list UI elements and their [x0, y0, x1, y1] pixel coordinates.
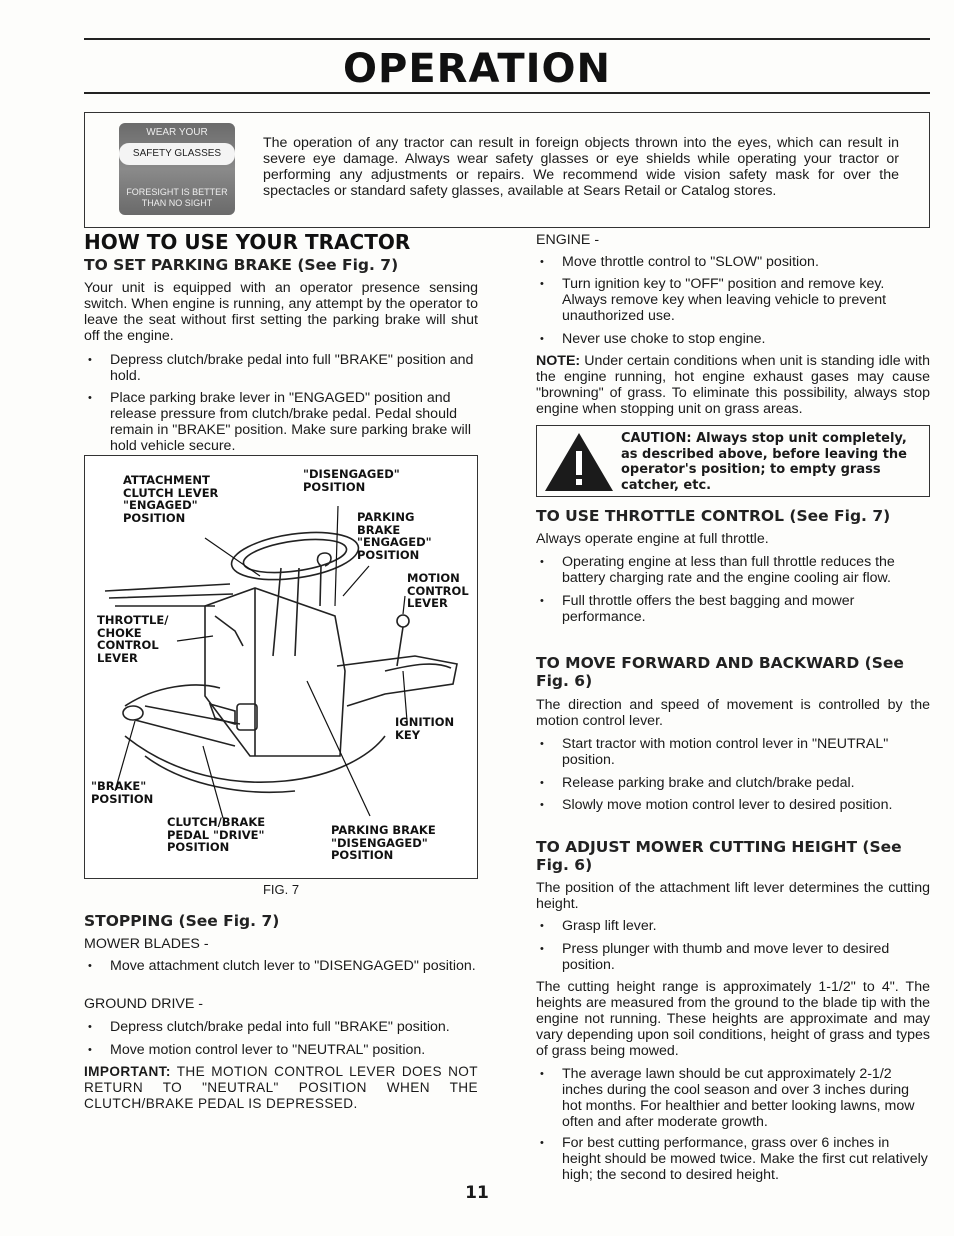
- section-title-how-to-use: HOW TO USE YOUR TRACTOR: [84, 230, 411, 254]
- mower-bullet-1: • Grasp lift lever.: [536, 918, 930, 934]
- important-text: THE MOTION CONTROL LEVER DOES NOT RETURN TO "NEUTRAL" POSITION WHEN THE CLUTCH/BRAKE PEDAL IS DEPRESSED.: [84, 1064, 478, 1111]
- label-ignition-key: IGNITION KEY: [395, 715, 455, 742]
- note-paragraph: [536, 353, 930, 417]
- move-bullet-2: • Release parking brake and clutch/brake pedal.: [536, 775, 930, 791]
- header-rule-top: [84, 38, 930, 40]
- heading-parking-brake: TO SET PARKING BRAKE (See Fig. 7): [84, 256, 399, 274]
- mower-intro: The position of the attachment lift lever determines the cutting height.: [536, 880, 930, 912]
- mower-height-paragraph: The cutting height range is approximately 1-1/2" to 4". The heights are measured from the ground to the blade tip with the engine not running. These heights are approximate and may vary depending upon soil conditions, height of grass and types of grass being mowed.: [536, 979, 930, 1059]
- heading-mower-height: TO ADJUST MOWER CUTTING HEIGHT (See Fig. 6): [536, 838, 902, 874]
- ground-drive-heading: GROUND DRIVE -: [84, 996, 204, 1012]
- label-brake-position: "BRAKE" POSITION: [91, 779, 154, 806]
- label-clutch-brake-drive: CLUTCH/BRAKE PEDAL "DRIVE" POSITION: [167, 815, 266, 854]
- engine-heading: ENGINE -: [536, 232, 600, 248]
- engine-bullet-2: • Turn ignition key to "OFF" position and remove key. Always remove key when leaving vehicle to prevent unauthorized use.: [536, 276, 930, 324]
- stopping-mower-bullet: • Move attachment clutch lever to "DISENGAGED" position.: [84, 958, 478, 974]
- warning-triangle-icon: [543, 431, 615, 493]
- stopping-ground-bullet-2: • Move motion control lever to "NEUTRAL" position.: [84, 1042, 478, 1058]
- mower-blades-heading: MOWER BLADES -: [84, 936, 209, 952]
- page-title: OPERATION: [343, 46, 611, 92]
- note-label: NOTE:: [536, 353, 581, 369]
- mower-bullet-2: • Press plunger with thumb and move lever to desired position.: [536, 941, 930, 973]
- parking-bullet-2: • Place parking brake lever in "ENGAGED" position and release pressure from clutch/brake pedal. Pedal should remain in "BRAKE" position. Make sure parking brake will hold vehicle secure.: [84, 390, 478, 454]
- label-disengaged-position: "DISENGAGED" POSITION: [303, 467, 400, 494]
- safety-image-bottom-text: FORESIGHT IS BETTER THAN NO SIGHT: [126, 187, 228, 208]
- engine-bullet-3: • Never use choke to stop engine.: [536, 331, 930, 347]
- safety-glasses-image: [119, 123, 235, 215]
- important-note: [84, 1064, 478, 1112]
- label-attachment-clutch: ATTACHMENT CLUTCH LEVER "ENGAGED" POSITION: [123, 473, 219, 525]
- figure-7-diagram: [84, 455, 478, 879]
- caution-box: [536, 425, 930, 497]
- stopping-ground-bullet-1: • Depress clutch/brake pedal into full "BRAKE" position.: [84, 1019, 478, 1035]
- heading-stopping: STOPPING (See Fig. 7): [84, 912, 280, 930]
- move-bullet-1: • Start tractor with motion control lever in "NEUTRAL" position.: [536, 736, 930, 768]
- parking-intro: Your unit is equipped with an operator presence sensing switch. When engine is running, any attempt by the operator to leave the seat without first setting the parking brake will shut off the engine.: [84, 280, 478, 344]
- safety-warning-text: The operation of any tractor can result in foreign objects thrown into the eyes, which can result in severe eye damage. Always wear safety glasses or eye shields while operating your tractor or performing any adjustments or repairs. We recommend wide vision safety mask for over the spectacles or standard safety glasses, available at Sears Retail or Catalog stores.: [263, 135, 899, 199]
- header-rule-bottom: [84, 92, 930, 94]
- label-parking-brake-disengaged: PARKING BRAKE "DISENGAGED" POSITION: [331, 823, 436, 862]
- caution-text: CAUTION: Always stop unit completely, as described above, before leaving the operator's position; to empty grass catcher, etc.: [621, 431, 907, 493]
- safety-image-top-text: WEAR YOUR: [146, 127, 208, 138]
- throttle-bullet-1: • Operating engine at less than full throttle reduces the battery charging rate and the engine cooling air flow.: [536, 554, 930, 586]
- important-label: IMPORTANT:: [84, 1064, 171, 1079]
- move-intro: The direction and speed of movement is controlled by the motion control lever.: [536, 697, 930, 729]
- note-text: Under certain conditions when unit is standing idle with the engine running, hot engine exhaust gases may cause "browning" of grass. To eliminate this possibility, always stop engine when stopping unit on grass areas.: [536, 353, 930, 417]
- throttle-intro: Always operate engine at full throttle.: [536, 531, 769, 547]
- parking-bullet-1: • Depress clutch/brake pedal into full "BRAKE" position and hold.: [84, 352, 478, 384]
- label-throttle-choke: THROTTLE/ CHOKE CONTROL LEVER: [97, 613, 169, 665]
- mower-bullet-4: • For best cutting performance, grass over 6 inches in height should be mowed twice. Make the first cut relatively high; the second to desired height.: [536, 1135, 930, 1183]
- mower-bullet-3: • The average lawn should be cut approximately 2-1/2 inches during the cool season and over 3 inches during hot months. For healthier and better looking lawns, mow often and after moderate growth.: [536, 1066, 930, 1130]
- safety-image-band-text: SAFETY GLASSES: [119, 143, 235, 165]
- heading-throttle: TO USE THROTTLE CONTROL (See Fig. 7): [536, 507, 891, 525]
- heading-move: TO MOVE FORWARD AND BACKWARD (See Fig. 6): [536, 654, 904, 690]
- engine-bullet-1: • Move throttle control to "SLOW" position.: [536, 254, 930, 270]
- page-number: 11: [465, 1183, 489, 1203]
- figure-caption: FIG. 7: [262, 882, 300, 897]
- label-motion-control-lever: MOTION CONTROL LEVER: [407, 571, 469, 610]
- label-parking-brake-engaged: PARKING BRAKE "ENGAGED" POSITION: [357, 510, 432, 562]
- move-bullet-3: • Slowly move motion control lever to desired position.: [536, 797, 930, 813]
- throttle-bullet-2: • Full throttle offers the best bagging and mower performance.: [536, 593, 930, 625]
- safety-glasses-box: [84, 112, 930, 228]
